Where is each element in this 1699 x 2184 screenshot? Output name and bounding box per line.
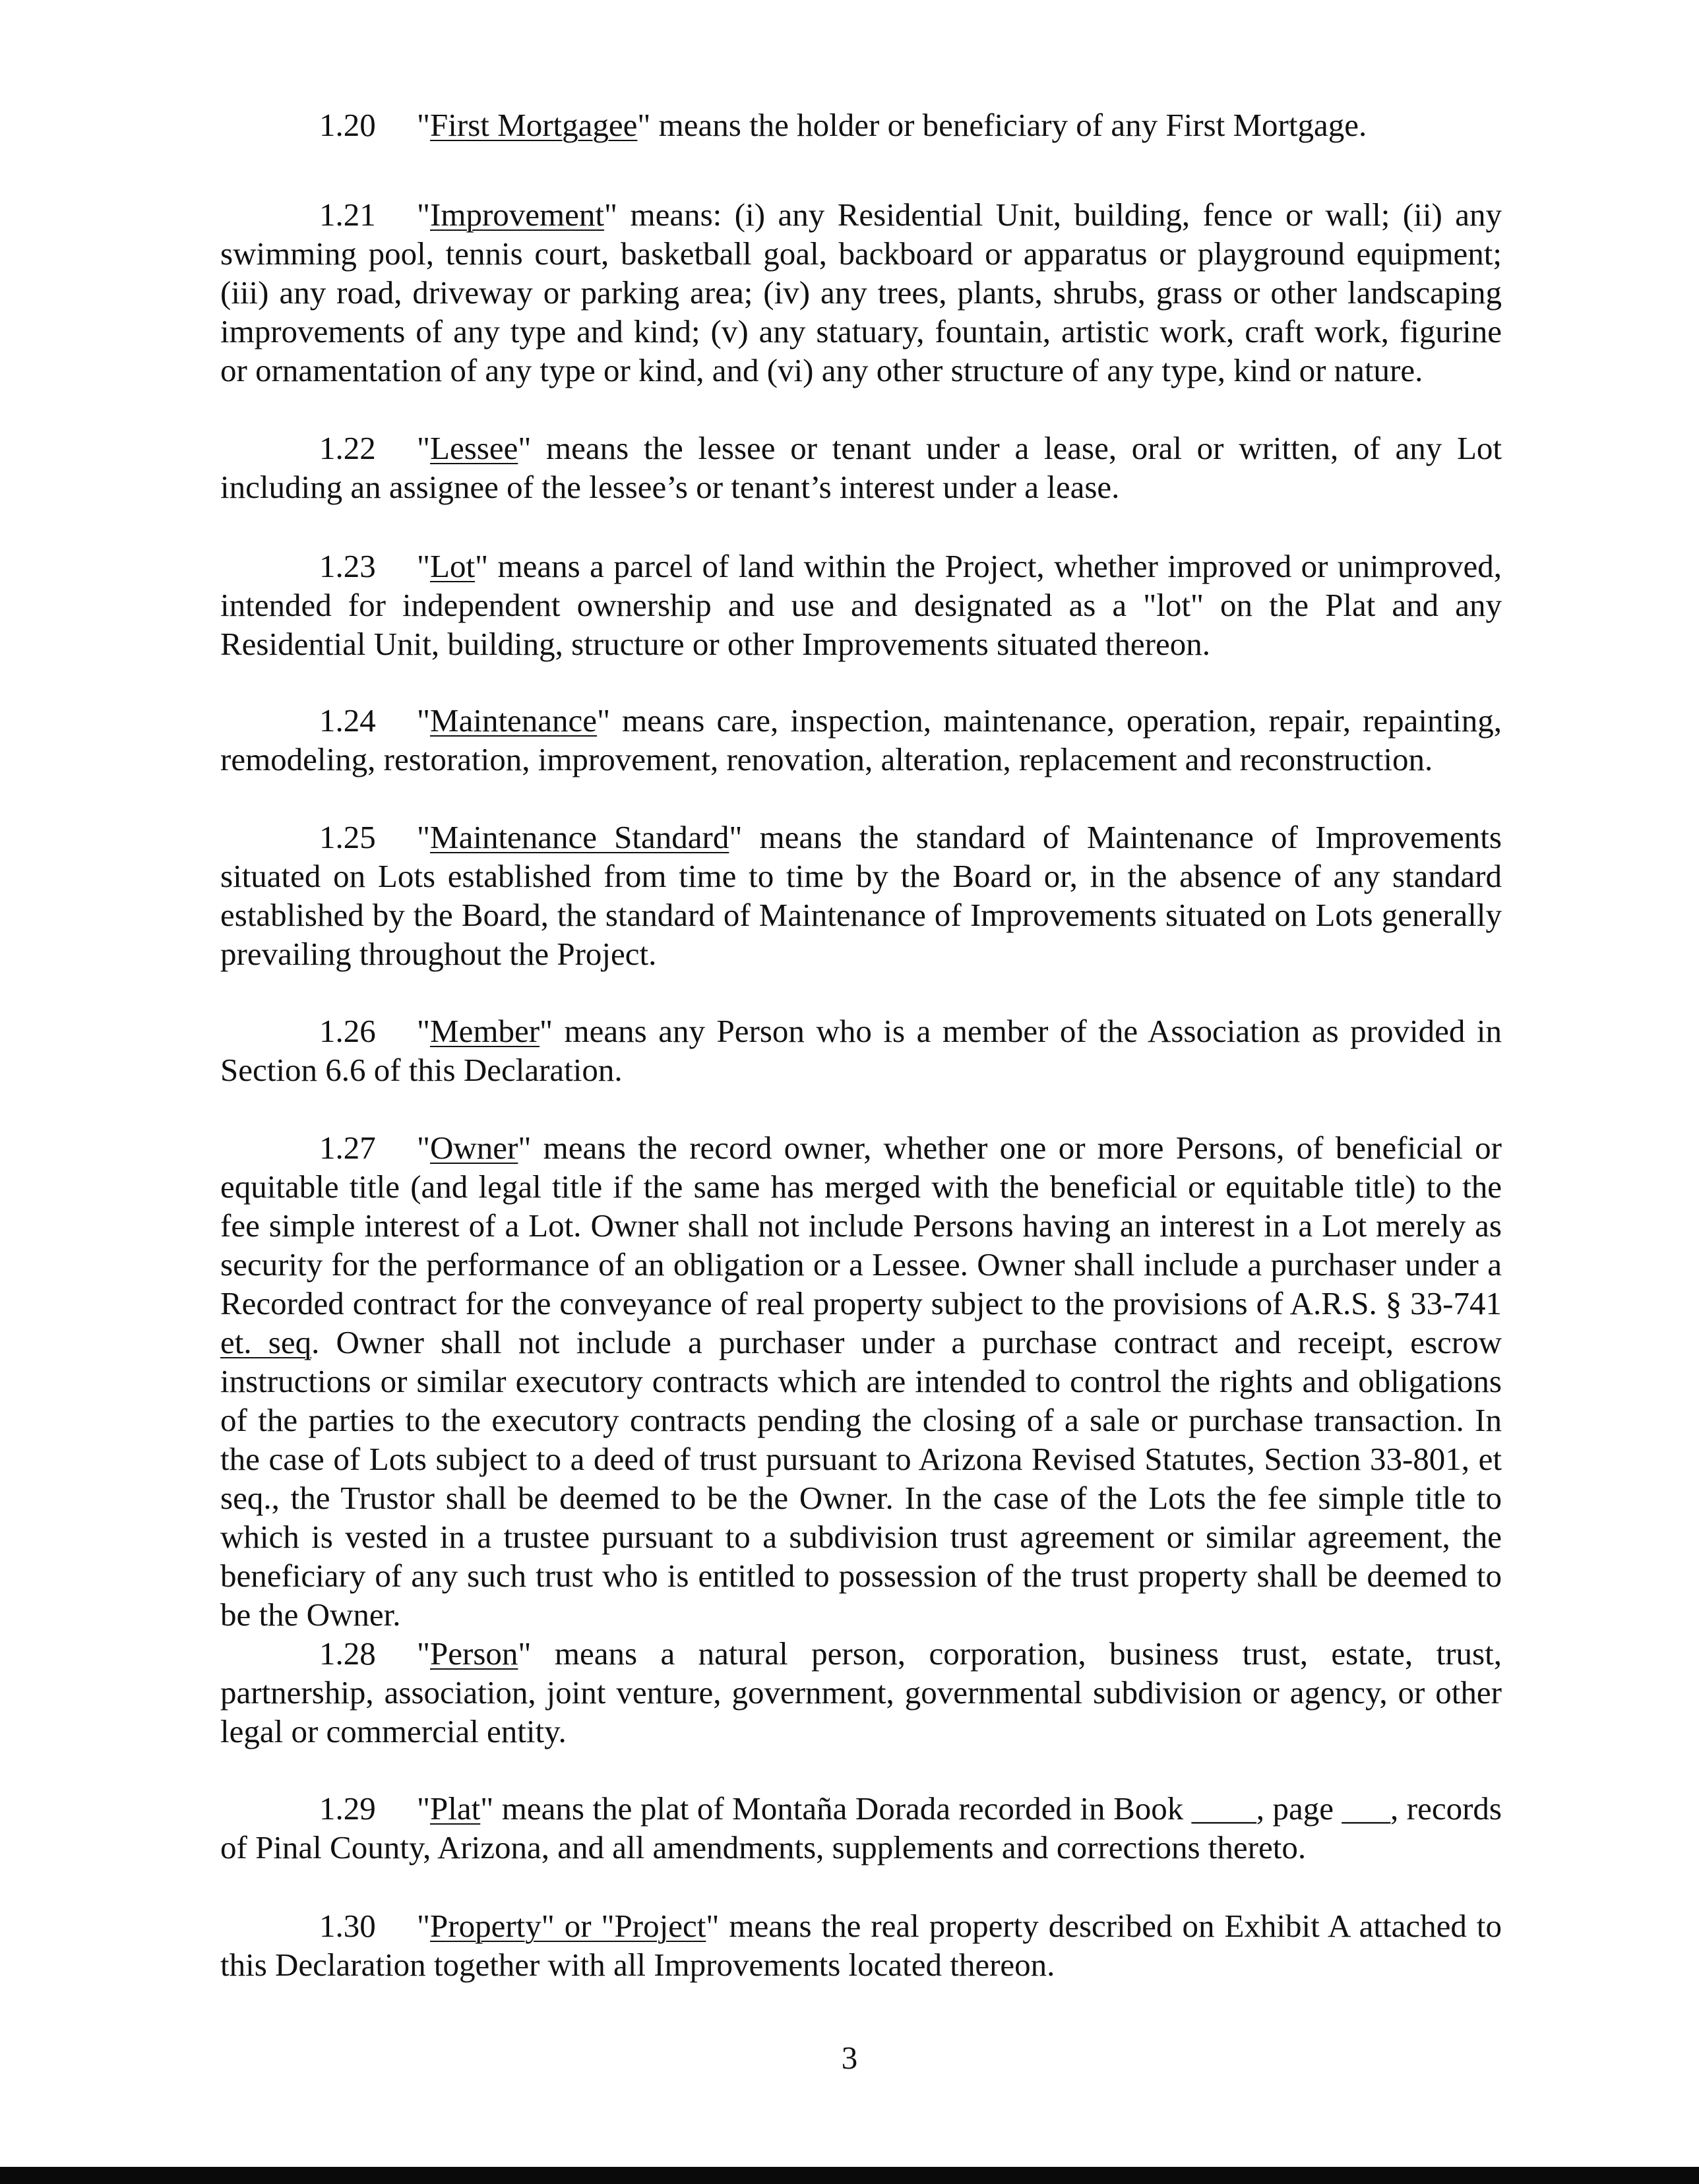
paragraph-1-20: 1.20 "First Mortgagee" means the holder or beneficiary of any First Mortgage. <box>319 107 1367 143</box>
section-number: 1.22 <box>319 430 376 466</box>
section-number: 1.28 <box>319 1635 376 1672</box>
paragraph-1-25: 1.25 "Maintenance Standard" means the standard of Maintenance of Improvements situated on Lots established from time to time by the Board or, in the absence of any standard established by the Board, the standard of Maintenance of Improvements situated on Lots generally prevailing throughout the Project. <box>220 819 1502 972</box>
definition-text: " means the holder or beneficiary of any First Mortgage. <box>637 107 1367 143</box>
latin-reference: et. seq <box>220 1324 312 1360</box>
definition-text: " means the plat of Montaña Dorada recorded in Book ____, page ___, records of Pinal County, Arizona, and all amendments, supplements and corrections thereto. <box>220 1790 1502 1866</box>
definition-text: " means the real property described on Exhibit A attached to this Declaration together with all Improvements located thereon. <box>220 1908 1502 1983</box>
paragraph-1-29: 1.29 "Plat" means the plat of Montaña Dorada recorded in Book ____, page ___, records of Pinal County, Arizona, and all amendments, supplements and corrections thereto. <box>220 1790 1502 1866</box>
defined-term: First Mortgagee <box>430 107 638 143</box>
page-number: 3 <box>841 2040 858 2076</box>
paragraph-1-23: 1.23 "Lot" means a parcel of land within the Project, whether improved or unimproved, intended for independent ownership and use and designated as a "lot" on the Plat and any Residential Unit, building, structure or other Improvements situated thereon. <box>220 548 1502 662</box>
defined-term: Improvement <box>430 197 604 233</box>
definition-text: " means any Person who is a member of the Association as provided in Section 6.6 of this Declaration. <box>220 1013 1502 1088</box>
paragraph-1-27: 1.27 "Owner" means the record owner, whether one or more Persons, of beneficial or equitable title (and legal title if the same has merged with the beneficial or equitable title) to the fee simple interest of a Lot. Owner shall not include Persons having an interest in a Lot merely as security for the performance of an obligation or a Lessee. Owner shall include a purchaser under a Recorded contract for the conveyance of real property subject to the provisions of A.R.S. § 33-741 et. seq. Owner shall not include a purchaser under a purchase contract and receipt, escrow instructions or similar executory contracts which are intended to control the rights and obligations of the parties to the executory contracts pending the closing of a sale or purchase transaction. In the case of Lots subject to a deed of trust pursuant to Arizona Revised Statutes, Section 33-801, et seq., the Trustor shall be deemed to be the Owner. In the case of the Lots the fee simple title to which is vested in a trustee pursuant to a subdivision trust agreement or similar agreement, the beneficiary of any such trust who is entitled to possession of the trust property shall be deemed to be the Owner. <box>220 1130 1502 1633</box>
defined-term: Plat <box>430 1790 481 1827</box>
section-number: 1.25 <box>319 819 376 855</box>
section-number: 1.23 <box>319 548 376 584</box>
section-number: 1.30 <box>319 1908 376 1944</box>
paragraph-1-24: 1.24 "Maintenance" means care, inspection, maintenance, operation, repair, repainting, remodeling, restoration, improvement, renovation, alteration, replacement and reconstruction. <box>220 702 1502 777</box>
defined-term: Owner <box>430 1130 518 1166</box>
defined-term: Person <box>430 1635 518 1672</box>
defined-term: Property" or "Project <box>430 1908 706 1944</box>
defined-term: Maintenance Standard <box>430 819 729 855</box>
section-number: 1.24 <box>319 702 376 739</box>
paragraph-1-22: 1.22 "Lessee" means the lessee or tenant under a lease, oral or written, of any Lot including an assignee of the lessee’s or tenant’s interest under a lease. <box>220 430 1502 505</box>
paragraph-1-26: 1.26 "Member" means any Person who is a member of the Association as provided in Section 6.6 of this Declaration. <box>220 1013 1502 1088</box>
definition-text-continued: . Owner shall not include a purchaser under a purchase contract and receipt, escrow instructions or similar executory contracts which are intended to control the rights and obligations of the parties to the executory contracts pending the closing of a sale or purchase transaction. In the case of Lots subject to a deed of trust pursuant to Arizona Revised Statutes, Section 33-801, et seq., the Trustor shall be deemed to be the Owner. In the case of the Lots the fee simple title to which is vested in a trustee pursuant to a subdivision trust agreement or similar agreement, the beneficiary of any such trust who is entitled to possession of the trust property shall be deemed to be the Owner. <box>220 1324 1502 1633</box>
definition-text: " means a natural person, corporation, business trust, estate, trust, partnership, association, joint venture, government, governmental subdivision or agency, or other legal or commercial entity. <box>220 1635 1502 1749</box>
definition-text: " means: (i) any Residential Unit, building, fence or wall; (ii) any swimming pool, tennis court, basketball goal, backboard or apparatus or playground equipment; (iii) any road, driveway or parking area; (iv) any trees, plants, shrubs, grass or other landscaping improvements of any type and kind; (v) any statuary, fountain, artistic work, craft work, figurine or ornamentation of any type or kind, and (vi) any other structure of any type, kind or nature. <box>220 197 1502 388</box>
paragraph-1-21: 1.21 "Improvement" means: (i) any Residential Unit, building, fence or wall; (ii) any swimming pool, tennis court, basketball goal, backboard or apparatus or playground equipment; (iii) any road, driveway or parking area; (iv) any trees, plants, shrubs, grass or other landscaping improvements of any type and kind; (v) any statuary, fountain, artistic work, craft work, figurine or ornamentation of any type or kind, and (vi) any other structure of any type, kind or nature. <box>220 197 1502 388</box>
defined-term: Maintenance <box>430 702 598 739</box>
section-number: 1.20 <box>319 107 376 143</box>
paragraph-1-30: 1.30 "Property" or "Project" means the real property described on Exhibit A attached to this Declaration together with all Improvements located thereon. <box>220 1908 1502 1983</box>
definition-text: " means the standard of Maintenance of Improvements situated on Lots established from time to time by the Board or, in the absence of any standard established by the Board, the standard of Maintenance of Improvements situated on Lots generally prevailing throughout the Project. <box>220 819 1502 972</box>
defined-term: Lessee <box>430 430 518 466</box>
defined-term: Lot <box>430 548 476 584</box>
scan-bottom-edge <box>0 2167 1699 2184</box>
definition-text: " means care, inspection, maintenance, operation, repair, repainting, remodeling, restoration, improvement, renovation, alteration, replacement and reconstruction. <box>220 702 1502 777</box>
definition-text: " means the record owner, whether one or more Persons, of beneficial or equitable title (and legal title if the same has merged with the beneficial or equitable title) to the fee simple interest of a Lot. Owner shall not include Persons having an interest in a Lot merely as security for the performance of an obligation or a Lessee. Owner shall include a purchaser under a Recorded contract for the conveyance of real property subject to the provisions of A.R.S. § 33-741 <box>220 1130 1502 1321</box>
definition-text: " means the lessee or tenant under a lease, oral or written, of any Lot including an assignee of the lessee’s or tenant’s interest under a lease. <box>220 430 1502 505</box>
section-number: 1.29 <box>319 1790 376 1827</box>
definition-text: " means a parcel of land within the Project, whether improved or unimproved, intended for independent ownership and use and designated as a "lot" on the Plat and any Residential Unit, building, structure or other Improvements situated thereon. <box>220 548 1502 662</box>
section-number: 1.21 <box>319 197 376 233</box>
section-number: 1.27 <box>319 1130 376 1166</box>
defined-term: Member <box>430 1013 540 1049</box>
paragraph-1-28: 1.28 "Person" means a natural person, corporation, business trust, estate, trust, partnership, association, joint venture, government, governmental subdivision or agency, or other legal or commercial entity. <box>220 1635 1502 1749</box>
section-number: 1.26 <box>319 1013 376 1049</box>
